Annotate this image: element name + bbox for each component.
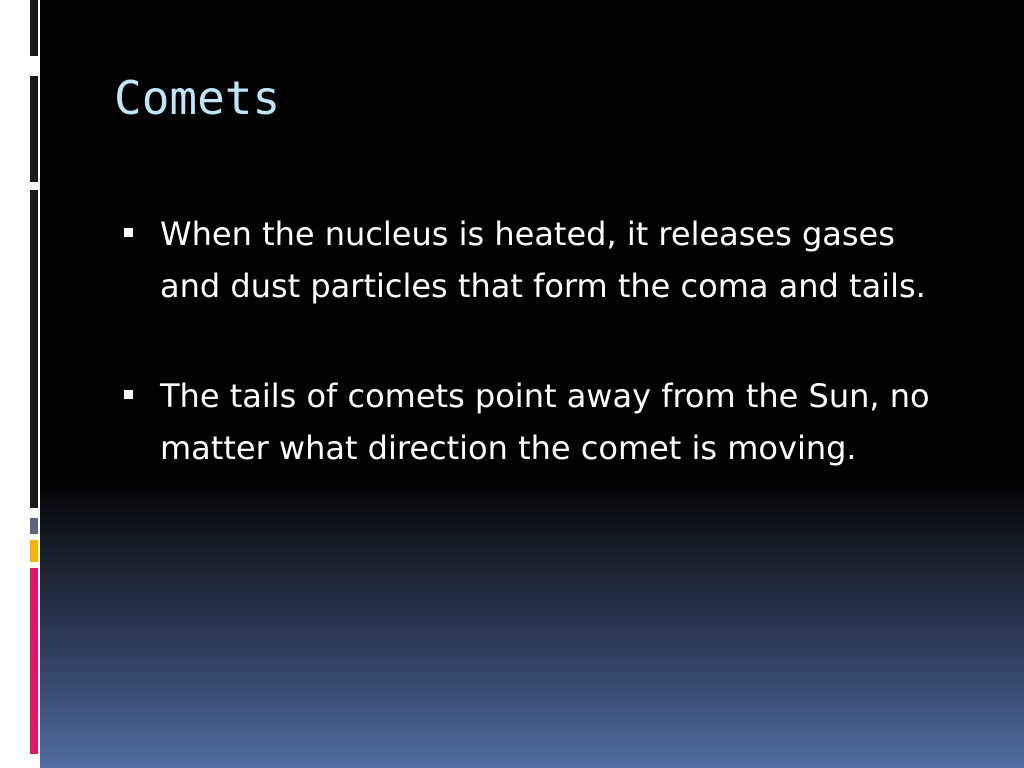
slide-title: Comets xyxy=(114,71,281,125)
decor-bar-dark-upper xyxy=(30,76,38,182)
decor-bar-dark-middle xyxy=(30,190,38,508)
decor-bar-slate xyxy=(30,518,38,534)
bullet-list xyxy=(124,208,954,532)
square-bullet-icon xyxy=(124,228,133,237)
left-decor-strip xyxy=(0,0,40,768)
decor-bar-yellow xyxy=(30,540,38,562)
bullet-text: When the nucleus is heated, it releases gases and dust particles that form the coma and tails. xyxy=(160,215,926,305)
bullet-item xyxy=(124,370,954,474)
decor-bar-pink xyxy=(30,568,38,754)
decor-bar-dark-top xyxy=(30,0,38,56)
bullet-item xyxy=(124,208,954,312)
bullet-text: The tails of comets point away from the Sun, no matter what direction the comet is moving. xyxy=(160,377,930,467)
square-bullet-icon xyxy=(124,390,133,399)
